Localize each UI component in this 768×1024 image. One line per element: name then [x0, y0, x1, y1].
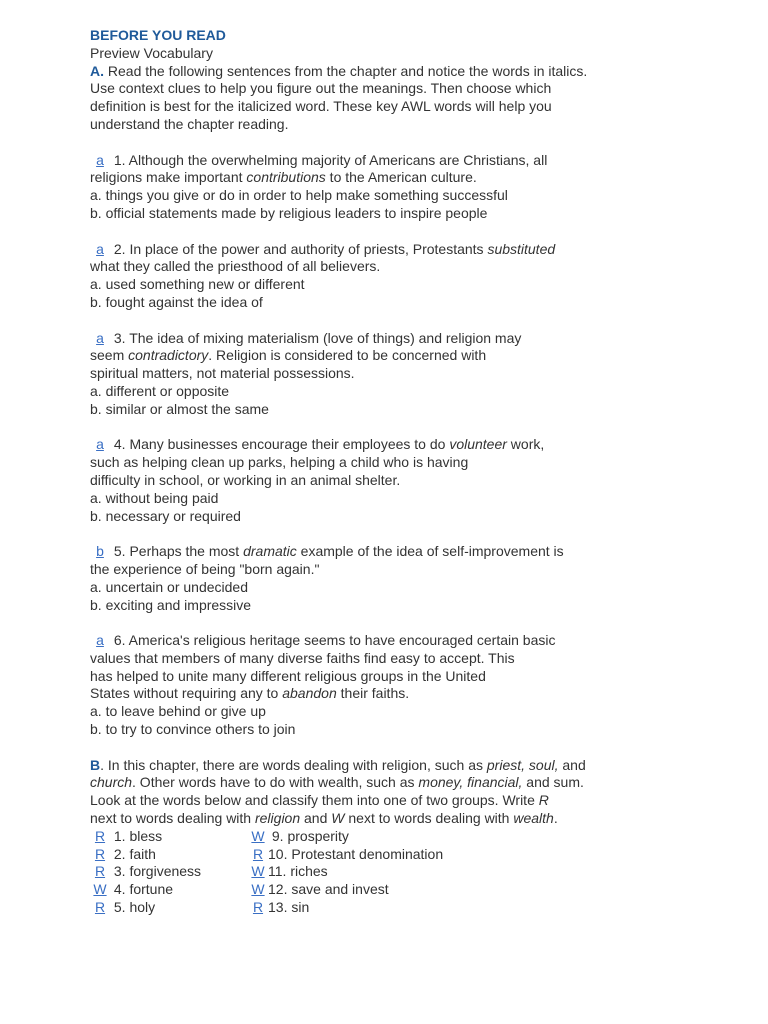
- item-text: 12. save and invest: [268, 881, 389, 898]
- instructions-a-line-1: [90, 63, 740, 81]
- question-text: has helped to unite many different religious groups in the United: [90, 667, 486, 684]
- question-text: their faiths.: [336, 685, 410, 702]
- list-item: [248, 828, 443, 846]
- section-title: BEFORE YOU READ: [90, 27, 226, 43]
- answer-blank-b4[interactable]: W: [93, 881, 107, 898]
- answer-blank-5[interactable]: b: [96, 543, 104, 560]
- answer-blank-4[interactable]: a: [96, 436, 104, 453]
- question-4: [90, 436, 740, 525]
- document-page: [90, 27, 740, 917]
- question-2: [90, 241, 740, 312]
- list-item: [248, 899, 443, 917]
- item-text: 2. faith: [110, 845, 156, 862]
- option-b: b. exciting and impressive: [90, 596, 252, 613]
- italic-keyword: volunteer: [449, 436, 507, 453]
- list-item: [248, 846, 443, 864]
- question-6: [90, 632, 740, 739]
- classification-list: [90, 828, 740, 917]
- answer-blank-3[interactable]: a: [96, 329, 104, 346]
- item-text: 5. holy: [110, 899, 156, 916]
- question-1: [90, 152, 740, 223]
- option-a: a. without being paid: [90, 489, 219, 506]
- option-a: a. different or opposite: [90, 382, 230, 399]
- italic-keyword: money, financial,: [418, 774, 523, 791]
- answer-blank-b5[interactable]: R: [94, 899, 106, 916]
- answer-blank-b1[interactable]: R: [94, 827, 106, 844]
- answer-blank-b13[interactable]: R: [252, 899, 264, 916]
- question-text: seem: [90, 347, 129, 364]
- answer-blank-b12[interactable]: W: [251, 881, 265, 898]
- item-text: 10. Protestant denomination: [268, 845, 444, 862]
- italic-keyword: R: [538, 792, 549, 809]
- answer-blank-2[interactable]: a: [96, 240, 104, 257]
- question-text: religions make important: [90, 169, 247, 186]
- answer-blank-b2[interactable]: R: [94, 845, 106, 862]
- option-b: b. fought against the idea of: [90, 293, 263, 310]
- question-text: 3. The idea of mixing materialism (love of things) and religion may: [110, 329, 522, 346]
- question-text: work,: [506, 436, 545, 453]
- italic-keyword: contributions: [246, 169, 326, 186]
- question-text: difficulty in school, or working in an animal shelter.: [90, 471, 401, 488]
- instructions-text: and: [300, 810, 332, 827]
- question-5: [90, 543, 740, 614]
- question-text: to the American culture.: [325, 169, 477, 186]
- italic-keyword: priest, soul,: [486, 756, 559, 773]
- option-a: a. used something new or different: [90, 276, 305, 293]
- section-b-label: B: [90, 756, 101, 773]
- question-text: example of the idea of self-improvement is: [296, 543, 564, 560]
- question-text: the experience of being "born again.": [90, 560, 320, 577]
- question-text: . Religion is considered to be concerned with: [208, 347, 487, 364]
- italic-keyword: religion: [254, 810, 301, 827]
- instructions-text: and: [558, 756, 586, 773]
- instructions-text: next to words dealing with: [90, 810, 255, 827]
- answer-blank-6[interactable]: a: [96, 632, 104, 649]
- italic-keyword: contradictory: [128, 347, 209, 364]
- list-item: [248, 863, 443, 881]
- option-a: a. things you give or do in order to help make something successful: [90, 187, 508, 204]
- instructions-a-line-2: Use context clues to help you figure out the meanings. Then choose which: [90, 80, 552, 97]
- option-b: b. similar or almost the same: [90, 400, 269, 417]
- instructions-text: .: [553, 810, 558, 827]
- question-text: 5. Perhaps the most: [110, 543, 244, 560]
- italic-keyword: dramatic: [243, 543, 297, 560]
- instructions-text: Look at the words below and classify them into one of two groups. Write: [90, 792, 539, 809]
- section-b-instructions: [90, 757, 740, 828]
- instructions-a-line-4: understand the chapter reading.: [90, 115, 289, 132]
- italic-keyword: W: [331, 810, 345, 827]
- classification-column-right: [248, 828, 443, 917]
- option-a: a. uncertain or undecided: [90, 578, 248, 595]
- question-text: values that members of many diverse faiths find easy to accept. This: [90, 649, 515, 666]
- question-text: 4. Many businesses encourage their employees to do: [110, 436, 450, 453]
- italic-keyword: substituted: [487, 240, 556, 257]
- instructions-text: and sum.: [522, 774, 584, 791]
- item-text: 1. bless: [110, 827, 163, 844]
- question-text: spiritual matters, not material possessions.: [90, 365, 355, 382]
- question-text: States without requiring any to: [90, 685, 283, 702]
- option-b: b. official statements made by religious leaders to inspire people: [90, 204, 488, 221]
- instructions-text: next to words dealing with: [344, 810, 514, 827]
- item-text: 4. fortune: [110, 881, 174, 898]
- item-text: 9. prosperity: [268, 827, 349, 844]
- italic-keyword: abandon: [282, 685, 337, 702]
- instructions-text: . In this chapter, there are words dealing with religion, such as: [100, 756, 487, 773]
- option-b: b. necessary or required: [90, 507, 241, 524]
- question-text: 6. America's religious heritage seems to have encouraged certain basic: [110, 632, 556, 649]
- answer-blank-1[interactable]: a: [96, 151, 104, 168]
- item-text: 11. riches: [268, 863, 328, 880]
- question-3: [90, 330, 740, 419]
- option-b: b. to try to convince others to join: [90, 721, 296, 738]
- answer-blank-b9[interactable]: W: [251, 827, 265, 844]
- item-text: 13. sin: [268, 899, 310, 916]
- question-text: such as helping clean up parks, helping a child who is having: [90, 454, 469, 471]
- item-text: 3. forgiveness: [110, 863, 202, 880]
- question-text: 2. In place of the power and authority of priests, Protestants: [110, 240, 488, 257]
- section-a-label: A.: [90, 62, 104, 79]
- list-item: [248, 881, 443, 899]
- answer-blank-b3[interactable]: R: [94, 863, 106, 880]
- answer-blank-b10[interactable]: R: [252, 845, 264, 862]
- instructions-a-line-3: definition is best for the italicized word. These key AWL words will help you: [90, 98, 552, 115]
- italic-keyword: wealth: [513, 810, 554, 827]
- question-text: what they called the priesthood of all believers.: [90, 258, 381, 275]
- instructions-text: . Other words have to do with wealth, such as: [132, 774, 419, 791]
- answer-blank-b11[interactable]: W: [251, 863, 265, 880]
- question-text: 1. Although the overwhelming majority of Americans are Christians, all: [110, 151, 548, 168]
- instructions-text: Read the following sentences from the chapter and notice the words in italics.: [104, 62, 588, 79]
- option-a: a. to leave behind or give up: [90, 703, 266, 720]
- section-subtitle: Preview Vocabulary: [90, 44, 213, 61]
- italic-keyword: church: [90, 774, 133, 791]
